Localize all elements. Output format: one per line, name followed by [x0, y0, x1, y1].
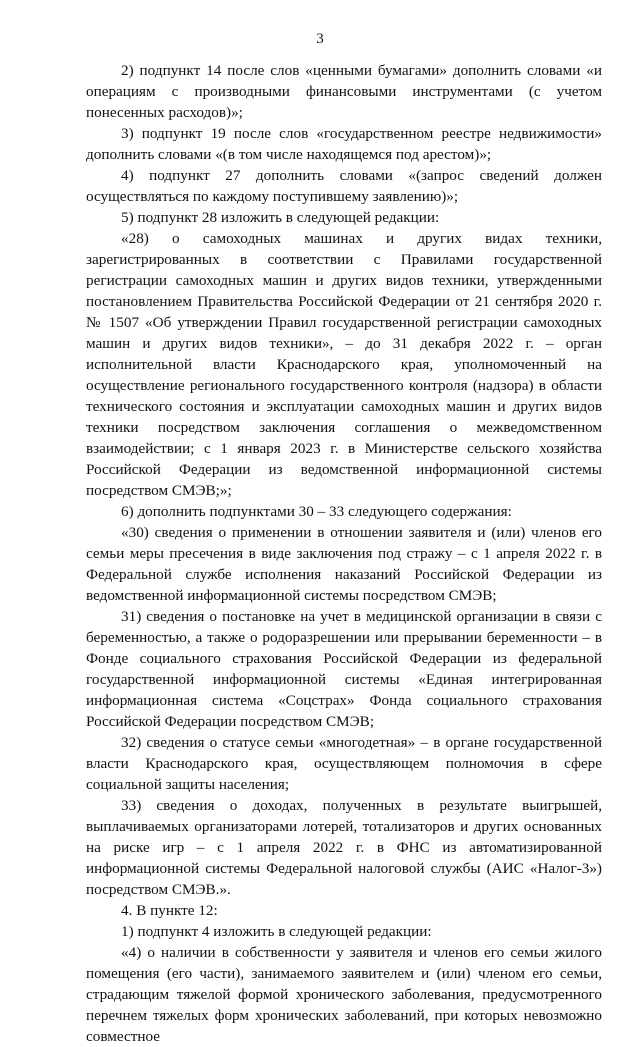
paragraph-item-28: «28) о самоходных машинах и других видах техники, зарегистрированных в соответствии с Правилами государственной регистрации самоходных машин и других видов техники, утвержденными постановлением Правительства Российской Федерации от 21 сентября 2020 г. № 1507 «Об утверждении Правил государственной регистрации самоходных машин и других видов техники», – до 31 декабря 2022 г. – орган исполнительной власти Краснодарского края, уполномоченный на осуществление регионального государственного контроля (надзора) в области технического состояния и эксплуатации самоходных машин и других видов техники посредством заключения соглашения о межведомственном взаимодействии; с 1 января 2023 г. в Министерстве сельского хозяйства Российской Федерации из ведомственной информационной системы посредством СМЭВ;»; — [86, 230, 602, 499]
paragraph-item-32: 32) сведения о статусе семьи «многодетная» – в органе государственной власти Краснодарского края, осуществляющем полномочия в сфере социальной защиты населения; — [86, 734, 602, 793]
paragraph-item-4: «4) о наличии в собственности у заявителя и членов его семьи жилого помещения (его части), занимаемого заявителем и (или) членом его семьи, страдающим тяжелой формой хронического заболевания, предусмотренного перечнем тяжелых форм хронических заболеваний, при которых невозможно совместное — [86, 944, 602, 1045]
paragraph-item-30: «30) сведения о применении в отношении заявителя и (или) членов его семьи меры пресечения в виде заключения под стражу – с 1 апреля 2022 г. в Федеральной службе исполнения наказаний Российской Федерации из ведомственной информационной системы посредством СМЭВ; — [86, 524, 602, 604]
paragraph-subitem-5: 5) подпункт 28 изложить в следующей редакции: — [121, 209, 440, 226]
paragraph-point-4: 4. В пункте 12: — [121, 902, 218, 919]
paragraph-item-31: 31) сведения о постановке на учет в медицинской организации в связи с беременностью, а также о родоразрешении или прерывании беременности – в Фонде социального страхования Российской Федерации из федеральной государственной информационной системы «Единая интегрированная информационная система «Соцстрах» Фонда социального страхования Российской Федерации посредством СМЭВ; — [86, 608, 602, 730]
paragraph-subitem-4: 4) подпункт 27 дополнить словами «(запрос сведений должен осуществляться по каждому поступившему заявлению)»; — [86, 167, 602, 205]
document-body — [86, 60, 602, 1045]
paragraph-subitem-1: 1) подпункт 4 изложить в следующей редакции: — [121, 923, 432, 940]
paragraph-item-33: 33) сведения о доходах, полученных в результате выигрышей, выплачиваемых организаторами лотерей, тотализаторов и других основанных на риске игр – с 1 апреля 2022 г. в ФНС из автоматизированной информационной системы Федеральной налоговой службы (АИС «Налог-3») посредством СМЭВ.». — [86, 797, 602, 898]
paragraph-subitem-3: 3) подпункт 19 после слов «государственном реестре недвижимости» дополнить словами «(в том числе находящемся под арестом)»; — [86, 125, 602, 163]
paragraph-subitem-2: 2) подпункт 14 после слов «ценными бумагами» дополнить словами «и операциям с производными финансовыми инструментами (с учетом понесенных расходов)»; — [86, 62, 602, 121]
paragraph-subitem-6: 6) дополнить подпунктами 30 – 33 следующего содержания: — [121, 503, 512, 520]
page-number: 3 — [316, 31, 324, 47]
